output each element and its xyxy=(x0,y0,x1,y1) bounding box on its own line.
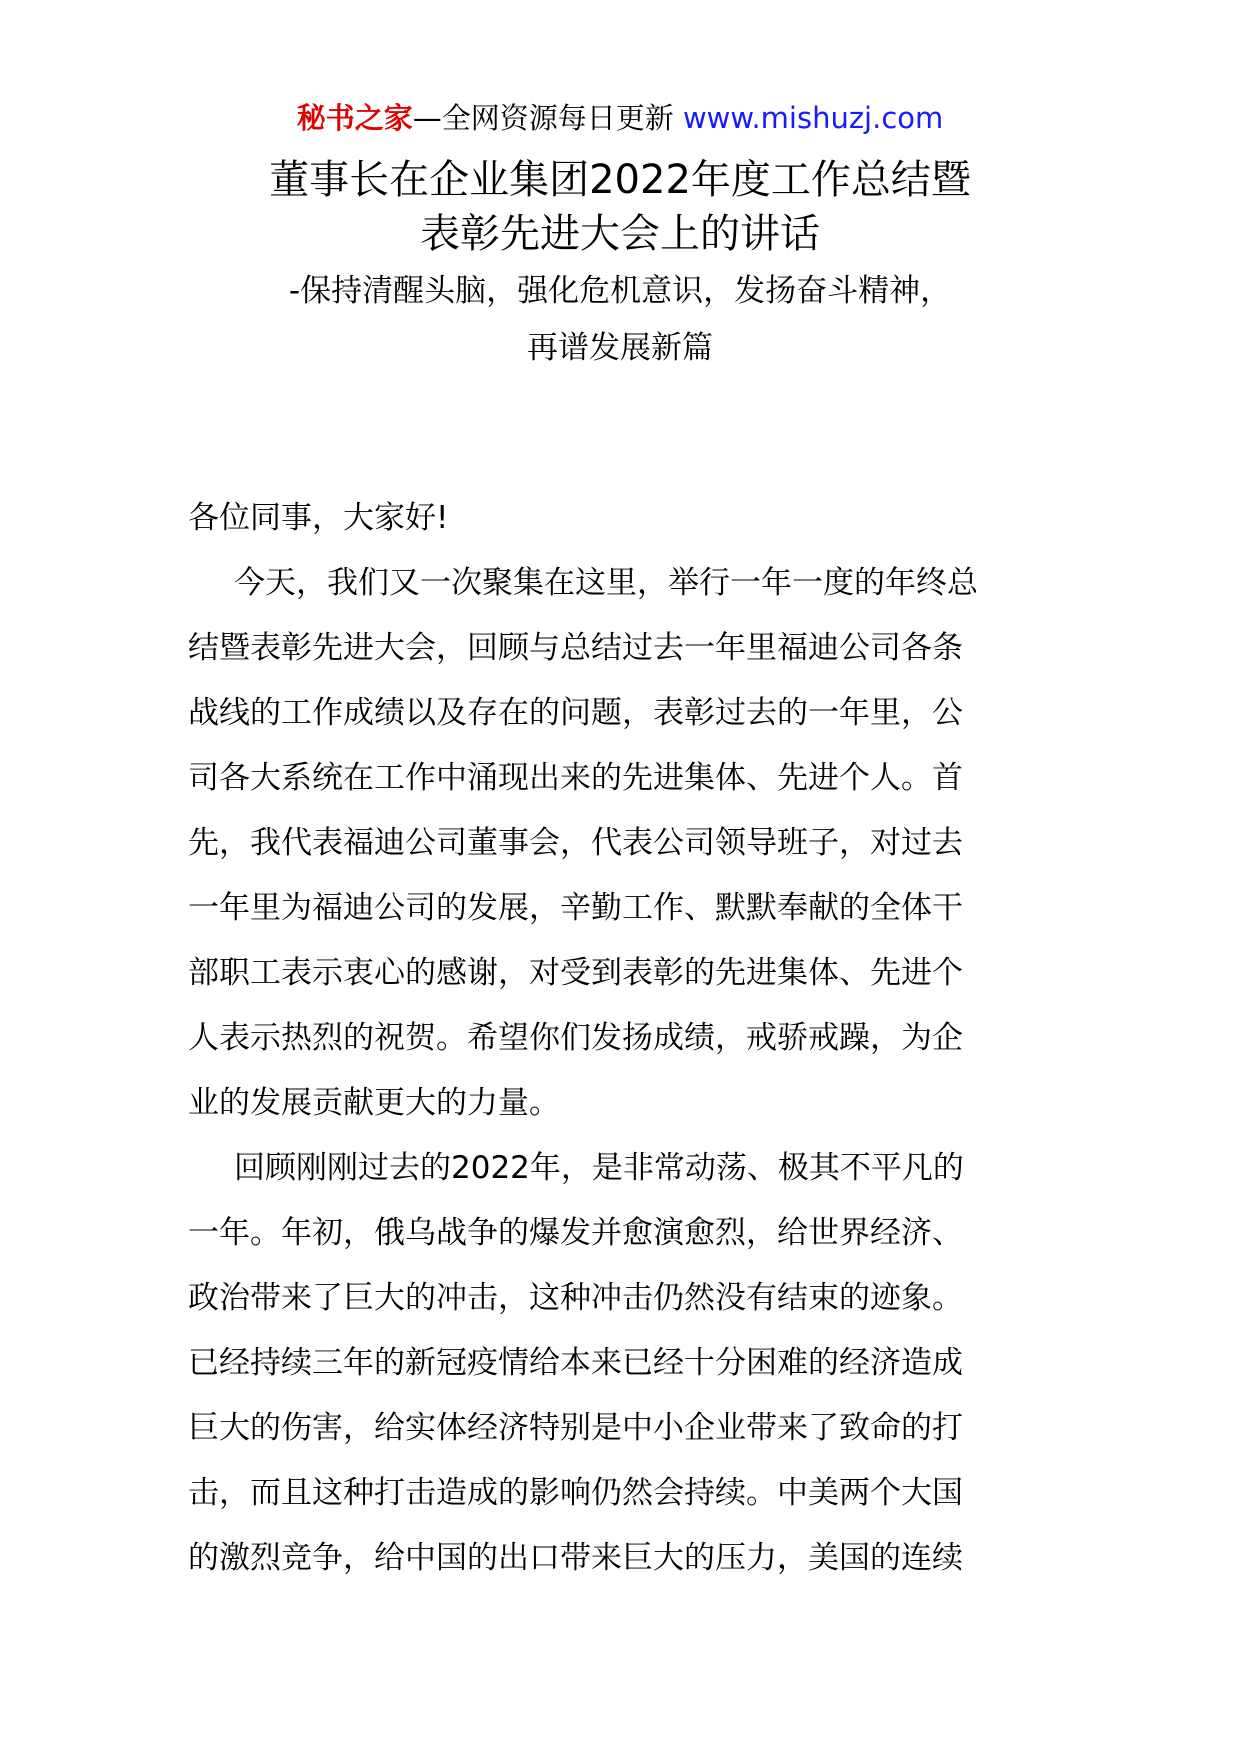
paragraph-line: 人表示热烈的祝贺。希望你们发扬成绩，戒骄戒躁，为企 xyxy=(188,1020,963,1056)
paragraph-line: 战线的工作成绩以及存在的问题，表彰过去的一年里，公 xyxy=(188,695,963,731)
paragraph-line: 已经持续三年的新冠疫情给本来已经十分困难的经济造成 xyxy=(188,1345,963,1381)
paragraph-line: 巨大的伤害，给实体经济特别是中小企业带来了致命的打 xyxy=(188,1410,963,1446)
site-url-link[interactable]: www.mishuzj.com xyxy=(682,101,944,135)
paragraph-line: 今天，我们又一次聚集在这里，举行一年一度的年终总 xyxy=(234,565,978,601)
header-tagline: —全网资源每日更新 xyxy=(412,101,674,135)
document-title-line-2: 表彰先进大会上的讲话 xyxy=(420,211,820,257)
document-subtitle-line-2: 再谱发展新篇 xyxy=(527,330,713,366)
paragraph-2 xyxy=(188,1136,1052,1591)
paragraph-line: 一年里为福迪公司的发展，辛勤工作、默默奉献的全体干 xyxy=(188,890,963,926)
document-subtitle-line-1: -保持清醒头脑，强化危机意识，发扬奋斗精神， xyxy=(288,273,952,309)
document-title-line-1: 董事长在企业集团2022年度工作总结暨 xyxy=(269,157,971,203)
paragraph-line: 部职工表示衷心的感谢，对受到表彰的先进集体、先进个 xyxy=(188,955,963,991)
paragraph-1 xyxy=(188,551,1052,1136)
paragraph-line: 的激烈竞争，给中国的出口带来巨大的压力，美国的连续 xyxy=(188,1540,963,1576)
paragraph-line: 先，我代表福迪公司董事会，代表公司领导班子，对过去 xyxy=(188,825,963,861)
site-header xyxy=(0,98,1240,138)
paragraph-line: 政治带来了巨大的冲击，这种冲击仍然没有结束的迹象。 xyxy=(188,1280,963,1316)
paragraph-line: 业的发展贡献更大的力量。 xyxy=(188,1085,560,1121)
paragraph-line: 一年。年初，俄乌战争的爆发并愈演愈烈，给世界经济、 xyxy=(188,1215,963,1251)
paragraph-line: 击，而且这种打击造成的影响仍然会持续。中美两个大国 xyxy=(188,1475,963,1511)
paragraph-line: 回顾刚刚过去的2022年，是非常动荡、极其不平凡的 xyxy=(234,1150,964,1186)
greeting: 各位同事，大家好! xyxy=(188,500,449,536)
paragraph-line: 司各大系统在工作中涌现出来的先进集体、先进个人。首 xyxy=(188,760,963,796)
brand-name: 秘书之家 xyxy=(296,101,413,135)
paragraph-line: 结暨表彰先进大会，回顾与总结过去一年里福迪公司各条 xyxy=(188,630,963,666)
